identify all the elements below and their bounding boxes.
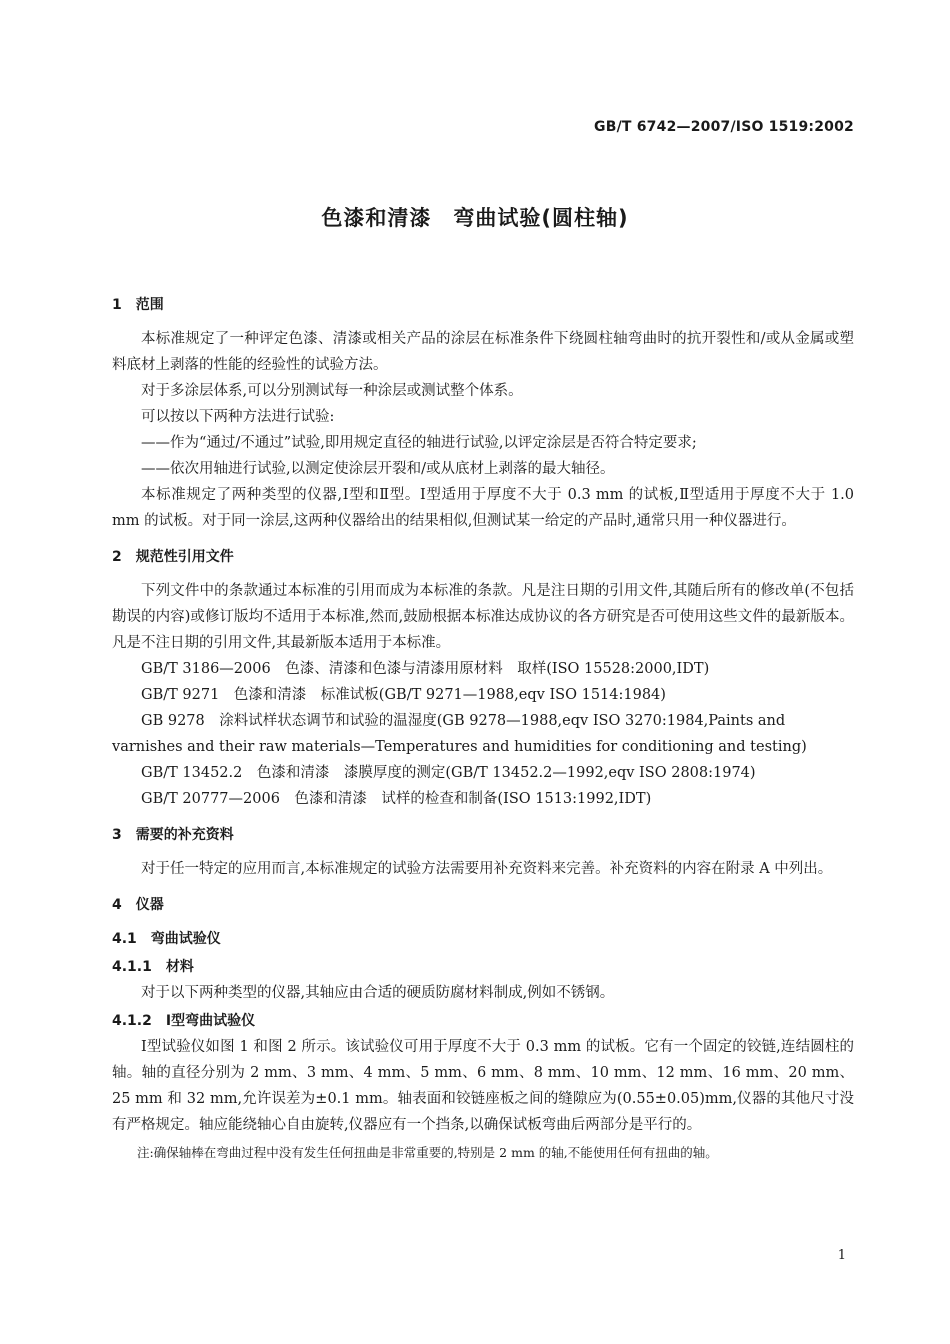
section-2-paragraph-1: 下列文件中的条款通过本标准的引用而成为本标准的条款。凡是注日期的引用文件,其随后所有的修改单(不包括勘误的内容)或修订版均不适用于本标准,然而,鼓励根据本标准达成协议的各方研究是否可使用这些文件的最新版本。凡是不注日期的引用文件,其最新版本适用于本标准。 xyxy=(112,583,854,651)
section-1-paragraph-4: 本标准规定了两种类型的仪器,Ⅰ型和Ⅱ型。Ⅰ型适用于厚度不大于 0.3 mm 的试板,Ⅱ型适用于厚度不大于 1.0 mm 的试板。对于同一涂层,这两种仪器给出的结果相似,但测试某一给定的产品时,通常只用一种仪器进行。 xyxy=(112,487,854,529)
document-body xyxy=(112,284,854,1166)
section-1-list-item-2: ——依次用轴进行试验,以测定使涂层开裂和/或从底材上剥落的最大轴径。 xyxy=(141,461,615,477)
section-4-1-heading: 4.1 弯曲试验仪 xyxy=(112,931,221,947)
section-1-paragraph-1: 本标准规定了一种评定色漆、清漆或相关产品的涂层在标准条件下绕圆柱轴弯曲时的抗开裂性和/或从金属或塑料底材上剥落的性能的经验性的试验方法。 xyxy=(112,331,854,373)
section-4-note: 注:确保轴棒在弯曲过程中没有发生任何扭曲是非常重要的,特别是 2 mm 的轴,不能使用任何有扭曲的轴。 xyxy=(137,1145,718,1160)
section-4-heading: 4 仪器 xyxy=(112,897,164,913)
section-1-heading: 1 范围 xyxy=(112,297,164,313)
reference-gbt-3186: GB/T 3186—2006 色漆、清漆和色漆与清漆用原材料 取样(ISO 15528:2000,IDT) xyxy=(141,661,710,677)
standard-code: GB/T 6742—2007/ISO 1519:2002 xyxy=(594,119,854,135)
section-4-1-2-paragraph: Ⅰ型试验仪如图 1 和图 2 所示。该试验仪可用于厚度不大于 0.3 mm 的试板。它有一个固定的铰链,连结圆柱的轴。轴的直径分别为 2 mm、3 mm、4 mm、5 mm、6 mm、8 mm、10 mm、12 mm、16 mm、20 mm、25 mm 和 32 mm,允许误差为±0.1 mm。轴表面和铰链座板之间的缝隙应为(0.55±0.05)mm,仪器的其他尺寸没有严格规定。轴应能绕轴心自由旋转,仪器应有一个挡条,以确保试板弯曲后两部分是平行的。 xyxy=(112,1039,855,1133)
section-4-1-1-heading: 4.1.1 材料 xyxy=(112,959,194,975)
section-1-paragraph-3: 可以按以下两种方法进行试验: xyxy=(141,409,335,425)
section-2-heading: 2 规范性引用文件 xyxy=(112,549,234,565)
section-3-paragraph-1: 对于任一特定的应用而言,本标准规定的试验方法需要用补充资料来完善。补充资料的内容在附录 A 中列出。 xyxy=(141,861,833,877)
reference-gbt-20777: GB/T 20777—2006 色漆和清漆 试样的检查和制备(ISO 1513:1992,IDT) xyxy=(141,791,652,807)
page-number: 1 xyxy=(837,1248,846,1263)
section-4-1-2-heading: 4.1.2 Ⅰ型弯曲试验仪 xyxy=(112,1013,256,1029)
document-title: 色漆和清漆 弯曲试验(圆柱轴) xyxy=(321,206,629,230)
section-3-heading: 3 需要的补充资料 xyxy=(112,827,234,843)
reference-gb-9278: GB 9278 涂料试样状态调节和试验的温湿度(GB 9278—1988,eqv ISO 3270:1984,Paints and varnishes and their raw materials—Temperatures and humidities for conditioning and testing) xyxy=(112,713,807,755)
section-1-list-item-1: ——作为“通过/不通过”试验,即用规定直径的轴进行试验,以评定涂层是否符合特定要求; xyxy=(141,435,697,451)
reference-gbt-9271: GB/T 9271 色漆和清漆 标准试板(GB/T 9271—1988,eqv ISO 1514:1984) xyxy=(141,687,666,703)
reference-gbt-13452: GB/T 13452.2 色漆和清漆 漆膜厚度的测定(GB/T 13452.2—1992,eqv ISO 2808:1974) xyxy=(141,765,756,781)
section-1-paragraph-2: 对于多涂层体系,可以分别测试每一种涂层或测试整个体系。 xyxy=(141,383,523,399)
section-4-1-1-paragraph: 对于以下两种类型的仪器,其轴应由合适的硬质防腐材料制成,例如不锈钢。 xyxy=(141,985,615,1001)
